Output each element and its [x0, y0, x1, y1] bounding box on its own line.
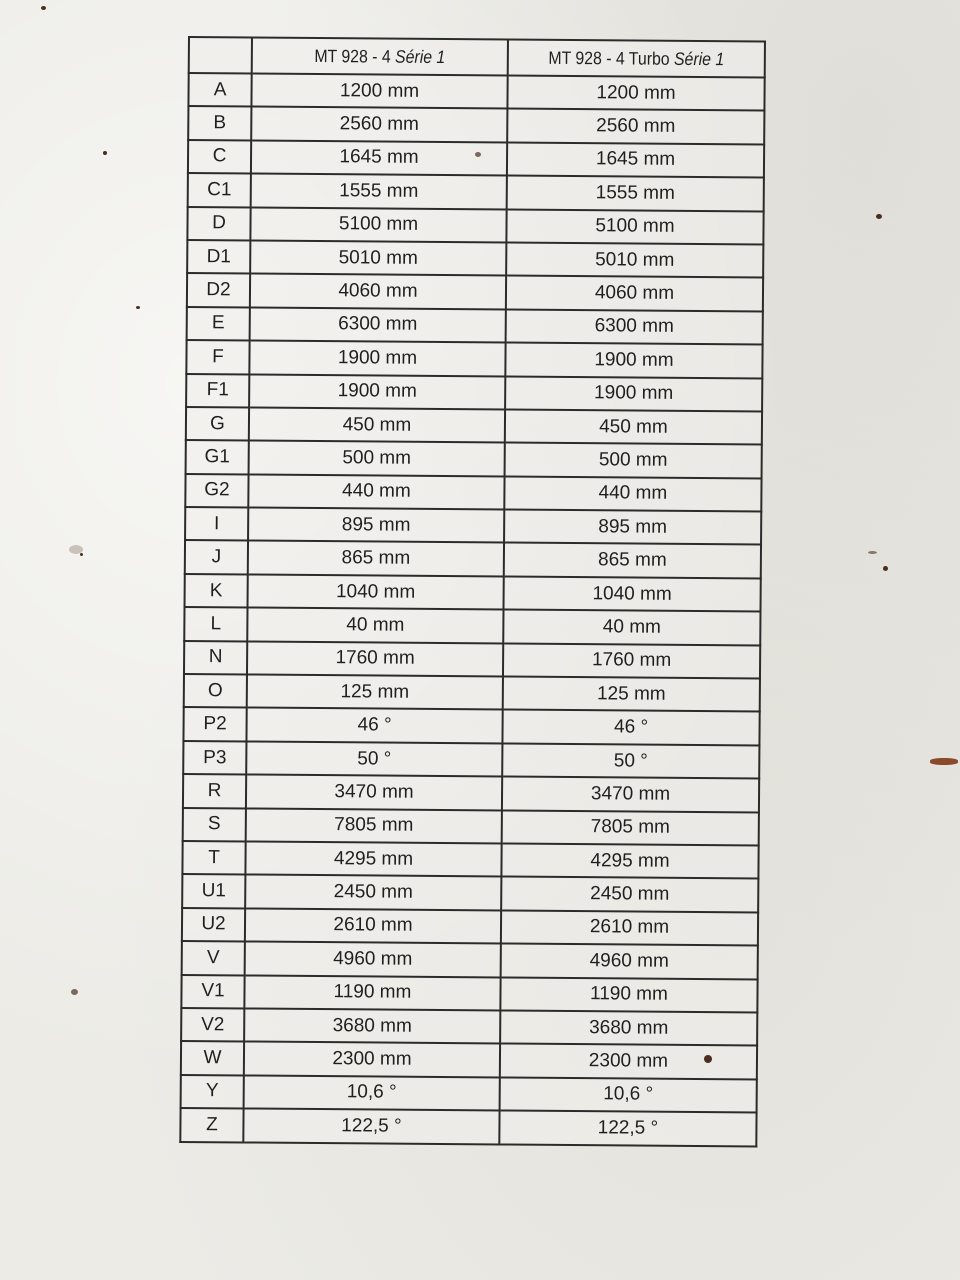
dimensions-table [179, 36, 766, 1147]
row-label-cell: G2 [185, 474, 248, 508]
mt928-serie1-value-cell: 2300 mm [244, 1042, 500, 1077]
paper-speck [71, 989, 78, 995]
mt928-turbo-value-cell: 40 mm [503, 610, 760, 645]
mt928-turbo-value-cell: 4295 mm [501, 843, 758, 878]
paper-speck [876, 214, 882, 219]
row-label-cell: V2 [181, 1008, 244, 1042]
mt928-serie1-value-cell: 5100 mm [250, 207, 506, 242]
mt928-turbo-value-cell: 4060 mm [506, 276, 763, 311]
paper-speck [704, 1055, 712, 1063]
table-row [186, 440, 762, 478]
mt928-turbo-value-cell: 50 ° [502, 743, 759, 778]
paper-speck [930, 758, 958, 765]
table-row [181, 1075, 757, 1113]
mt928-serie1-value-cell: 2610 mm [245, 908, 501, 943]
table-body [180, 73, 764, 1146]
paper-speck [80, 553, 83, 556]
table-row [186, 374, 762, 412]
table-row [185, 574, 761, 612]
mt928-turbo-value-cell: 1200 mm [507, 76, 764, 111]
row-label-cell: F1 [186, 374, 249, 408]
mt928-serie1-value-cell: 1645 mm [251, 140, 507, 175]
table-row [185, 507, 761, 545]
row-label-cell: U2 [182, 908, 245, 942]
table-row [180, 1108, 756, 1146]
table-row [183, 707, 759, 745]
mt928-turbo-value-cell: 1760 mm [503, 643, 760, 678]
table-row [187, 240, 763, 278]
mt928-turbo-value-cell: 125 mm [503, 677, 760, 712]
mt928-serie1-value-cell: 3470 mm [246, 775, 502, 810]
mt928-turbo-value-cell: 2610 mm [501, 910, 758, 945]
paper-speck [103, 151, 107, 155]
row-label-cell: E [187, 307, 250, 341]
row-label-cell: Y [181, 1075, 244, 1109]
mt928-serie1-value-cell: 3680 mm [244, 1008, 500, 1043]
mt928-turbo-value-cell: 122,5 ° [499, 1111, 756, 1146]
header-mt928-serie1-model: MT 928 - 4 [314, 45, 396, 67]
row-label-cell: P3 [183, 741, 246, 775]
mt928-serie1-value-cell: 4060 mm [250, 274, 506, 309]
header-mt928-serie1-series: Série 1 [395, 46, 446, 67]
paper-speck [883, 566, 888, 571]
table-row [182, 874, 758, 912]
row-label-cell: Z [180, 1108, 243, 1142]
row-label-cell: A [188, 73, 251, 107]
table-row [188, 73, 764, 111]
mt928-serie1-value-cell: 1760 mm [247, 641, 503, 676]
row-label-cell: S [183, 808, 246, 842]
table-row [182, 908, 758, 946]
table-header-row [189, 37, 765, 78]
row-label-cell: D2 [187, 273, 250, 307]
row-label-cell: V1 [181, 975, 244, 1009]
mt928-serie1-value-cell: 4295 mm [245, 841, 501, 876]
row-label-cell: F [186, 340, 249, 374]
table-row [183, 808, 759, 846]
mt928-turbo-value-cell: 5010 mm [506, 242, 763, 277]
row-label-cell: C [188, 140, 251, 174]
table-row [188, 173, 764, 211]
mt928-turbo-value-cell: 3470 mm [502, 777, 759, 812]
row-label-cell: R [183, 774, 246, 808]
table-row [186, 407, 762, 445]
row-label-cell: N [184, 641, 247, 675]
row-label-cell: O [184, 674, 247, 708]
table-row [185, 540, 761, 578]
mt928-turbo-value-cell: 440 mm [504, 476, 761, 511]
mt928-turbo-value-cell: 500 mm [505, 443, 762, 478]
table-row [186, 340, 762, 378]
mt928-turbo-value-cell: 3680 mm [500, 1010, 757, 1045]
table-row [187, 207, 763, 245]
header-mt928-turbo-series: Série 1 [673, 48, 725, 69]
mt928-serie1-value-cell: 450 mm [249, 407, 505, 442]
mt928-turbo-value-cell: 1900 mm [505, 376, 762, 411]
table-row [181, 1041, 757, 1079]
mt928-serie1-value-cell: 7805 mm [246, 808, 502, 843]
mt928-serie1-value-cell: 2560 mm [251, 107, 507, 142]
specification-sheet [179, 36, 764, 1147]
table-row [184, 607, 760, 645]
table-row [184, 674, 760, 712]
mt928-serie1-value-cell: 1040 mm [248, 574, 504, 609]
mt928-serie1-value-cell: 1200 mm [251, 74, 507, 109]
mt928-turbo-value-cell: 2560 mm [507, 109, 764, 144]
row-label-cell: G [186, 407, 249, 441]
header-mt928-turbo-model: MT 928 - 4 Turbo [548, 47, 675, 69]
table-row [182, 941, 758, 979]
row-label-cell: K [185, 574, 248, 608]
header-blank-cell [192, 37, 248, 73]
table-row [185, 474, 761, 512]
table-row [187, 273, 763, 311]
mt928-serie1-value-cell: 122,5 ° [243, 1109, 499, 1144]
mt928-serie1-value-cell: 125 mm [247, 675, 503, 710]
mt928-serie1-value-cell: 2450 mm [245, 875, 501, 910]
header-mt928-serie1 [267, 38, 493, 76]
mt928-turbo-value-cell: 895 mm [504, 510, 761, 545]
row-label-cell: D [187, 207, 250, 241]
row-label-cell: G1 [186, 440, 249, 474]
table-row [183, 774, 759, 812]
mt928-turbo-value-cell: 7805 mm [502, 810, 759, 845]
row-label-cell: B [188, 106, 251, 140]
mt928-serie1-value-cell: 4960 mm [245, 942, 501, 977]
mt928-turbo-value-cell: 6300 mm [506, 309, 763, 344]
mt928-serie1-value-cell: 5010 mm [250, 240, 506, 275]
row-label-cell: T [182, 841, 245, 875]
table-row [184, 641, 760, 679]
table-row [188, 140, 764, 178]
row-label-cell: J [185, 540, 248, 574]
row-label-cell: C1 [188, 173, 251, 207]
mt928-turbo-value-cell: 46 ° [502, 710, 759, 745]
paper-speck [868, 551, 877, 554]
table-row [182, 841, 758, 879]
paper-speck [41, 6, 46, 10]
mt928-serie1-value-cell: 1900 mm [249, 341, 505, 376]
mt928-serie1-value-cell: 1555 mm [251, 174, 507, 209]
mt928-turbo-value-cell: 4960 mm [501, 944, 758, 979]
mt928-turbo-value-cell: 2300 mm [500, 1044, 757, 1079]
mt928-serie1-value-cell: 40 mm [247, 608, 503, 643]
paper-speck [136, 306, 140, 309]
header-mt928-turbo-serie1 [523, 40, 749, 78]
mt928-turbo-value-cell: 5100 mm [506, 209, 763, 244]
mt928-serie1-value-cell: 895 mm [248, 508, 504, 543]
mt928-turbo-value-cell: 865 mm [504, 543, 761, 578]
table-row [181, 1008, 757, 1046]
mt928-serie1-value-cell: 1190 mm [244, 975, 500, 1010]
mt928-serie1-value-cell: 440 mm [248, 474, 504, 509]
mt928-turbo-value-cell: 10,6 ° [500, 1077, 757, 1112]
mt928-serie1-value-cell: 1900 mm [249, 374, 505, 409]
table-row [181, 975, 757, 1013]
row-label-cell: U1 [182, 874, 245, 908]
paper-speck [475, 152, 481, 157]
mt928-serie1-value-cell: 500 mm [249, 441, 505, 476]
mt928-serie1-value-cell: 865 mm [248, 541, 504, 576]
row-label-cell: W [181, 1041, 244, 1075]
row-label-cell: D1 [187, 240, 250, 274]
mt928-serie1-value-cell: 10,6 ° [244, 1075, 500, 1110]
mt928-serie1-value-cell: 6300 mm [250, 307, 506, 342]
mt928-turbo-value-cell: 2450 mm [501, 877, 758, 912]
mt928-serie1-value-cell: 46 ° [246, 708, 502, 743]
mt928-turbo-value-cell: 1645 mm [507, 142, 764, 177]
row-label-cell: I [185, 507, 248, 541]
mt928-serie1-value-cell: 50 ° [246, 741, 502, 776]
row-label-cell: V [182, 941, 245, 975]
mt928-turbo-value-cell: 1190 mm [500, 977, 757, 1012]
row-label-cell: L [184, 607, 247, 641]
table-row [188, 106, 764, 144]
paper-speck [69, 545, 83, 554]
table-row [187, 307, 763, 345]
mt928-turbo-value-cell: 1040 mm [504, 576, 761, 611]
mt928-turbo-value-cell: 1900 mm [505, 343, 762, 378]
mt928-turbo-value-cell: 1555 mm [507, 176, 764, 211]
row-label-cell: P2 [183, 707, 246, 741]
mt928-turbo-value-cell: 450 mm [505, 409, 762, 444]
table-row [183, 741, 759, 779]
